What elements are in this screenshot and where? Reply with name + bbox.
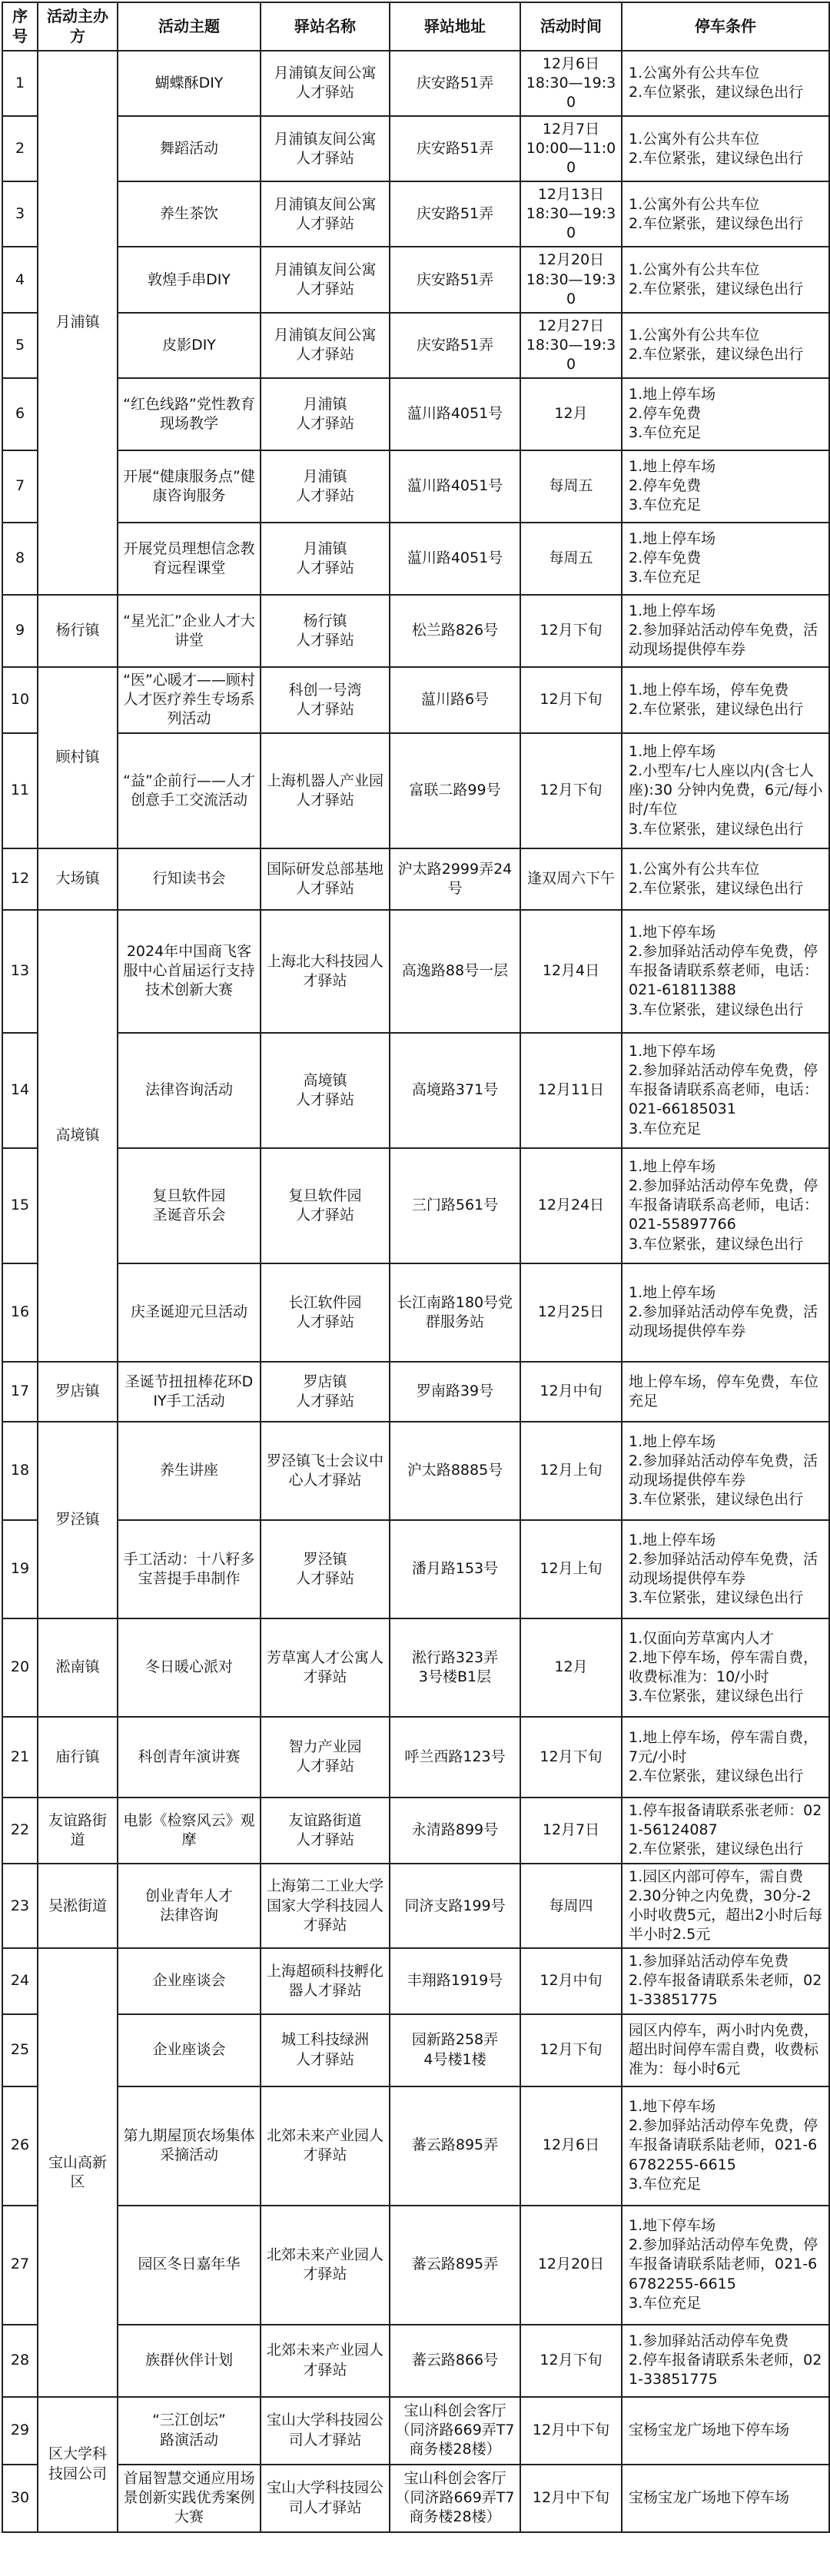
header-row [2,2,829,51]
station-name: 月浦镇友间公寓 人才驿站 [261,247,390,312]
station-address: 蕃云路895弄 [390,2086,520,2206]
header-time: 活动时间 [520,2,622,51]
activity-topic: 冬日暖心派对 [118,1618,261,1717]
table-row [2,1948,829,2013]
station-name: 上海北大科技园人才驿站 [261,910,390,1033]
table-row [2,2397,829,2465]
parking-conditions: 1.地上停车场，停车需自费，7元/小时 2.车位紧张，建议绿色出行 [622,1717,829,1798]
activity-time: 12月中旬 [520,1362,622,1422]
row-index: 20 [2,1618,38,1717]
table-row [2,51,829,116]
header-index: 序号 [2,2,38,51]
station-address: 蕃云路895弄 [390,2206,520,2325]
activity-topic: 企业座谈会 [118,1948,261,2013]
activity-topic: 创业青年人才 法律咨询 [118,1864,261,1948]
activity-time: 12月11日 [520,1033,622,1148]
table-row [2,667,829,733]
parking-conditions: 宝杨宝龙广场地下停车场 [622,2397,829,2465]
parking-conditions: 1.地上停车场 2.参加驿站活动停车免费，停车报备请联系高老师，电话：021-55897766 3.车位紧张，建议绿色出行 [622,1148,829,1263]
parking-conditions: 1.地上停车场 2.小型车/七人座以内(含七人座):30 分钟内免费，6元/每小时/车位 3.车位紧张，建议绿色出行 [622,733,829,848]
parking-conditions: 1.地上停车场 2.参加驿站活动停车免费，活动现场提供停车券 [622,1263,829,1362]
row-index: 25 [2,2014,38,2086]
activity-topic: “星光汇”企业人才大讲堂 [118,595,261,667]
organizer-cell: 吴淞街道 [38,1864,118,1948]
activity-topic: 蝴蝶酥DIY [118,51,261,116]
header-parking: 停车条件 [622,2,829,51]
station-address: 庆安路51弄 [390,116,520,181]
activity-topic: 科创青年演讲赛 [118,1717,261,1798]
activity-time: 12月6日 18:30—19:30 [520,51,622,116]
activity-time: 12月中下旬 [520,2465,622,2532]
activity-time: 12月20日 [520,2206,622,2325]
station-name: 宝山大学科技园公司人才驿站 [261,2397,390,2465]
station-address: 沪太路2999弄24号 [390,848,520,910]
table-row [2,910,829,1033]
parking-conditions: 1.公寓外有公共车位 2.车位紧张，建议绿色出行 [622,116,829,181]
parking-conditions: 1.公寓外有公共车位 2.车位紧张，建议绿色出行 [622,181,829,247]
station-address: 长江南路180号党群服务站 [390,1263,520,1362]
station-name: 罗泾镇飞士会议中心人才驿站 [261,1422,390,1520]
organizer-cell: 杨行镇 [38,595,118,667]
activity-time: 12月下旬 [520,2325,622,2397]
table-row [2,1798,829,1864]
activity-topic: 企业座谈会 [118,2014,261,2086]
row-index: 23 [2,1864,38,1948]
activity-time: 12月上旬 [520,1422,622,1520]
table-row [2,1520,829,1618]
activity-time: 12月下旬 [520,667,622,733]
station-name: 复旦软件园 人才驿站 [261,1148,390,1263]
station-address: 潘月路153号 [390,1520,520,1618]
station-name: 长江软件园 人才驿站 [261,1263,390,1362]
organizer-cell: 月浦镇 [38,51,118,595]
organizer-cell: 淞南镇 [38,1618,118,1717]
row-index: 6 [2,378,38,450]
table-row [2,595,829,667]
activity-topic: 皮影DIY [118,313,261,378]
organizer-cell: 区大学科技园公司 [38,2397,118,2532]
station-name: 北郊未来产业园人才驿站 [261,2086,390,2206]
activity-time: 12月下旬 [520,1717,622,1798]
parking-conditions: 1.公寓外有公共车位 2.车位紧张，建议绿色出行 [622,247,829,312]
station-name: 月浦镇友间公寓 人才驿站 [261,51,390,116]
row-index: 16 [2,1263,38,1362]
organizer-cell: 顾村镇 [38,667,118,848]
station-name: 友谊路街道 人才驿站 [261,1798,390,1864]
header-organizer: 活动主办方 [38,2,118,51]
station-name: 月浦镇友间公寓 人才驿站 [261,116,390,181]
station-address: 宝山科创会客厅（同济路669弄T7商务楼28楼） [390,2397,520,2465]
table-row [2,1422,829,1520]
table-row [2,523,829,595]
organizer-cell: 友谊路街道 [38,1798,118,1864]
activity-time: 12月20日 18:30—19:30 [520,247,622,312]
row-index: 27 [2,2206,38,2325]
activity-topic: 第九期屋顶农场集体采摘活动 [118,2086,261,2206]
table-body [2,51,829,2532]
station-address: 淞行路323弄 3号楼B1层 [390,1618,520,1717]
parking-conditions: 1.地下停车场 2.参加驿站活动停车免费，停车报备请联系蔡老师，电话：021-61811388 3.车位紧张，建议绿色出行 [622,910,829,1033]
station-name: 智力产业园 人才驿站 [261,1717,390,1798]
table-row [2,116,829,181]
organizer-cell: 罗泾镇 [38,1422,118,1618]
station-name: 上海机器人产业园人才驿站 [261,733,390,848]
station-address: 罗南路39号 [390,1362,520,1422]
parking-conditions: 1.公寓外有公共车位 2.车位紧张，建议绿色出行 [622,51,829,116]
activity-time: 12月25日 [520,1263,622,1362]
parking-conditions: 1.停车报备请联系张老师：021-56124087 2.车位紧张，建议绿色出行 [622,1798,829,1864]
station-address: 宝山科创会客厅（同济路669弄T7商务楼28楼） [390,2465,520,2532]
table-row [2,733,829,848]
activity-time: 12月6日 [520,2086,622,2206]
table-row [2,247,829,312]
parking-conditions: 1.参加驿站活动停车免费 2.停车报备请联系朱老师，021-33851775 [622,1948,829,2013]
table-row [2,1618,829,1717]
table-row [2,2086,829,2206]
activity-topic: 园区冬日嘉年华 [118,2206,261,2325]
station-name: 上海第二工业大学国家大学科技园人才驿站 [261,1864,390,1948]
parking-conditions: 1.地上停车场 2.参加驿站活动停车免费，活动现场提供停车券 3.车位紧张，建议绿色出行 [622,1422,829,1520]
row-index: 4 [2,247,38,312]
row-index: 1 [2,51,38,116]
row-index: 9 [2,595,38,667]
table-row [2,2014,829,2086]
activity-time: 每周五 [520,523,622,595]
activity-topic: 行知读书会 [118,848,261,910]
activity-time: 每周五 [520,450,622,523]
row-index: 15 [2,1148,38,1263]
activity-topic: “医”心暖才——顾村人才医疗养生专场系列活动 [118,667,261,733]
parking-conditions: 1.地上停车场 2.参加驿站活动停车免费，活动现场提供停车券 3.车位紧张，建议绿色出行 [622,1520,829,1618]
activity-time: 12月下旬 [520,2014,622,2086]
row-index: 8 [2,523,38,595]
activity-topic: 2024年中国商飞客服中心首届运行支持技术创新大赛 [118,910,261,1033]
activity-topic: 首届智慧交通应用场景创新实践优秀案例大赛 [118,2465,261,2532]
station-address: 丰翔路1919号 [390,1948,520,2013]
parking-conditions: 1.地下停车场 2.参加驿站活动停车免费，停车报备请联系高老师，电话：021-66185031 3.车位充足 [622,1033,829,1148]
row-index: 21 [2,1717,38,1798]
activity-time: 12月下旬 [520,733,622,848]
station-address: 高境路371号 [390,1033,520,1148]
row-index: 19 [2,1520,38,1618]
table-row [2,1033,829,1148]
row-index: 7 [2,450,38,523]
activity-schedule-table [2,2,830,2533]
parking-conditions: 宝杨宝龙广场地下停车场 [622,2465,829,2532]
activity-time: 12月4日 [520,910,622,1033]
table-row [2,1362,829,1422]
station-address: 三门路561号 [390,1148,520,1263]
activity-topic: 养生讲座 [118,1422,261,1520]
station-address: 庆安路51弄 [390,313,520,378]
table-row [2,2206,829,2325]
station-name: 月浦镇 人才驿站 [261,523,390,595]
activity-topic: “红色线路”党性教育现场教学 [118,378,261,450]
table-row [2,378,829,450]
row-index: 24 [2,1948,38,2013]
table-row [2,450,829,523]
station-address: 蕰川路4051号 [390,523,520,595]
activity-time: 12月上旬 [520,1520,622,1618]
activity-time: 12月 [520,1618,622,1717]
station-address: 庆安路51弄 [390,247,520,312]
station-name: 月浦镇 人才驿站 [261,378,390,450]
organizer-cell: 罗店镇 [38,1362,118,1422]
station-name: 罗店镇 人才驿站 [261,1362,390,1422]
table-row [2,848,829,910]
parking-conditions: 1.仅面向芳草寓内人才 2.地下停车场，停车需自费，收费标准为：10/小时 3.车位紧张，建议绿色出行 [622,1618,829,1717]
activity-time: 12月24日 [520,1148,622,1263]
table-row [2,1148,829,1263]
activity-time: 逢双周六下午 [520,848,622,910]
station-address: 沪太路8885号 [390,1422,520,1520]
station-address: 蕰川路4051号 [390,450,520,523]
organizer-cell: 高境镇 [38,910,118,1362]
row-index: 13 [2,910,38,1033]
activity-topic: “三江创坛” 路演活动 [118,2397,261,2465]
table-row [2,1263,829,1362]
row-index: 5 [2,313,38,378]
activity-time: 12月27日 18:30—19:30 [520,313,622,378]
station-name: 北郊未来产业园人才驿站 [261,2325,390,2397]
activity-time: 12月7日 10:00—11:00 [520,116,622,181]
activity-topic: 手工活动：十八籽多宝菩提手串制作 [118,1520,261,1618]
row-index: 29 [2,2397,38,2465]
row-index: 12 [2,848,38,910]
activity-topic: 舞蹈活动 [118,116,261,181]
organizer-cell: 大场镇 [38,848,118,910]
row-index: 10 [2,667,38,733]
activity-topic: 养生茶饮 [118,181,261,247]
parking-conditions: 1.地上停车场，停车免费 2.车位紧张，建议绿色出行 [622,667,829,733]
table-row [2,1864,829,1948]
station-address: 园新路258弄 4号楼1楼 [390,2014,520,2086]
table-row [2,1717,829,1798]
station-address: 高逸路88号一层 [390,910,520,1033]
organizer-cell: 庙行镇 [38,1717,118,1798]
parking-conditions: 1.公寓外有公共车位 2.车位紧张，建议绿色出行 [622,313,829,378]
parking-conditions: 1.地上停车场 2.停车免费 3.车位充足 [622,523,829,595]
station-name: 罗泾镇 人才驿站 [261,1520,390,1618]
activity-time: 每周四 [520,1864,622,1948]
station-address: 庆安路51弄 [390,51,520,116]
activity-time: 12月中下旬 [520,2397,622,2465]
station-address: 蕃云路866号 [390,2325,520,2397]
row-index: 14 [2,1033,38,1148]
table-row [2,2465,829,2532]
table-row [2,313,829,378]
table-row [2,2325,829,2397]
station-address: 呼兰西路123号 [390,1717,520,1798]
row-index: 22 [2,1798,38,1864]
row-index: 30 [2,2465,38,2532]
parking-conditions: 1.公寓外有公共车位 2.车位紧张，建议绿色出行 [622,848,829,910]
parking-conditions: 1.地下停车场 2.参加驿站活动停车免费，停车报备请联系陆老师，021-66782255-6615 3.车位充足 [622,2086,829,2206]
activity-topic: 敦煌手串DIY [118,247,261,312]
activity-time: 12月下旬 [520,595,622,667]
parking-conditions: 1.园区内部可停车，需自费 2.30分钟之内免费，30分-2小时收费5元，超出2小时后每半小时2.5元 [622,1864,829,1948]
station-name: 月浦镇友间公寓 人才驿站 [261,181,390,247]
table-row [2,181,829,247]
activity-topic: “益”企前行——人才创意手工交流活动 [118,733,261,848]
activity-topic: 开展“健康服务点”健康咨询服务 [118,450,261,523]
activity-topic: 开展党员理想信念教育远程课堂 [118,523,261,595]
station-name: 国际研发总部基地人才驿站 [261,848,390,910]
station-address: 松兰路826号 [390,595,520,667]
station-address: 蕰川路6号 [390,667,520,733]
activity-time: 12月7日 [520,1798,622,1864]
activity-topic: 电影《检察风云》观摩 [118,1798,261,1864]
parking-conditions: 园区内停车，两小时内免费，超出时间停车需自费，收费标准为：每小时6元 [622,2014,829,2086]
parking-conditions: 1.参加驿站活动停车免费 2.停车报备请联系朱老师，021-33851775 [622,2325,829,2397]
activity-topic: 圣诞节扭扭棒花环DIY手工活动 [118,1362,261,1422]
station-name: 宝山大学科技园公司人才驿站 [261,2465,390,2532]
activity-topic: 庆圣诞迎元旦活动 [118,1263,261,1362]
parking-conditions: 1.地上停车场 2.参加驿站活动停车免费，活动现场提供停车券 [622,595,829,667]
station-address: 庆安路51弄 [390,181,520,247]
station-address: 蕰川路4051号 [390,378,520,450]
station-name: 芳草寓人才公寓人才驿站 [261,1618,390,1717]
station-name: 高境镇 人才驿站 [261,1033,390,1148]
row-index: 2 [2,116,38,181]
header-station: 驿站名称 [261,2,390,51]
activity-time: 12月13日 18:30—19:30 [520,181,622,247]
organizer-cell: 宝山高新区 [38,1948,118,2396]
station-address: 同济支路199号 [390,1864,520,1948]
activity-time: 12月 [520,378,622,450]
row-index: 11 [2,733,38,848]
station-name: 月浦镇友间公寓 人才驿站 [261,313,390,378]
station-name: 城工科技绿洲 人才驿站 [261,2014,390,2086]
row-index: 18 [2,1422,38,1520]
station-name: 月浦镇 人才驿站 [261,450,390,523]
activity-topic: 复旦软件园 圣诞音乐会 [118,1148,261,1263]
header-address: 驿站地址 [390,2,520,51]
activity-topic: 法律咨询活动 [118,1033,261,1148]
activity-time: 12月中旬 [520,1948,622,2013]
station-name: 北郊未来产业园人才驿站 [261,2206,390,2325]
activity-topic: 族群伙伴计划 [118,2325,261,2397]
station-name: 杨行镇 人才驿站 [261,595,390,667]
parking-conditions: 1.地上停车场 2.停车免费 3.车位充足 [622,378,829,450]
station-address: 富联二路99号 [390,733,520,848]
parking-conditions: 地上停车场，停车免费，车位充足 [622,1362,829,1422]
row-index: 3 [2,181,38,247]
parking-conditions: 1.地下停车场 2.参加驿站活动停车免费，停车报备请联系陆老师，021-66782255-6615 3.车位充足 [622,2206,829,2325]
station-address: 永清路899号 [390,1798,520,1864]
header-topic: 活动主题 [118,2,261,51]
row-index: 17 [2,1362,38,1422]
row-index: 28 [2,2325,38,2397]
station-name: 上海超硕科技孵化器人才驿站 [261,1948,390,2013]
row-index: 26 [2,2086,38,2206]
parking-conditions: 1.地上停车场 2.停车免费 3.车位充足 [622,450,829,523]
station-name: 科创一号湾 人才驿站 [261,667,390,733]
